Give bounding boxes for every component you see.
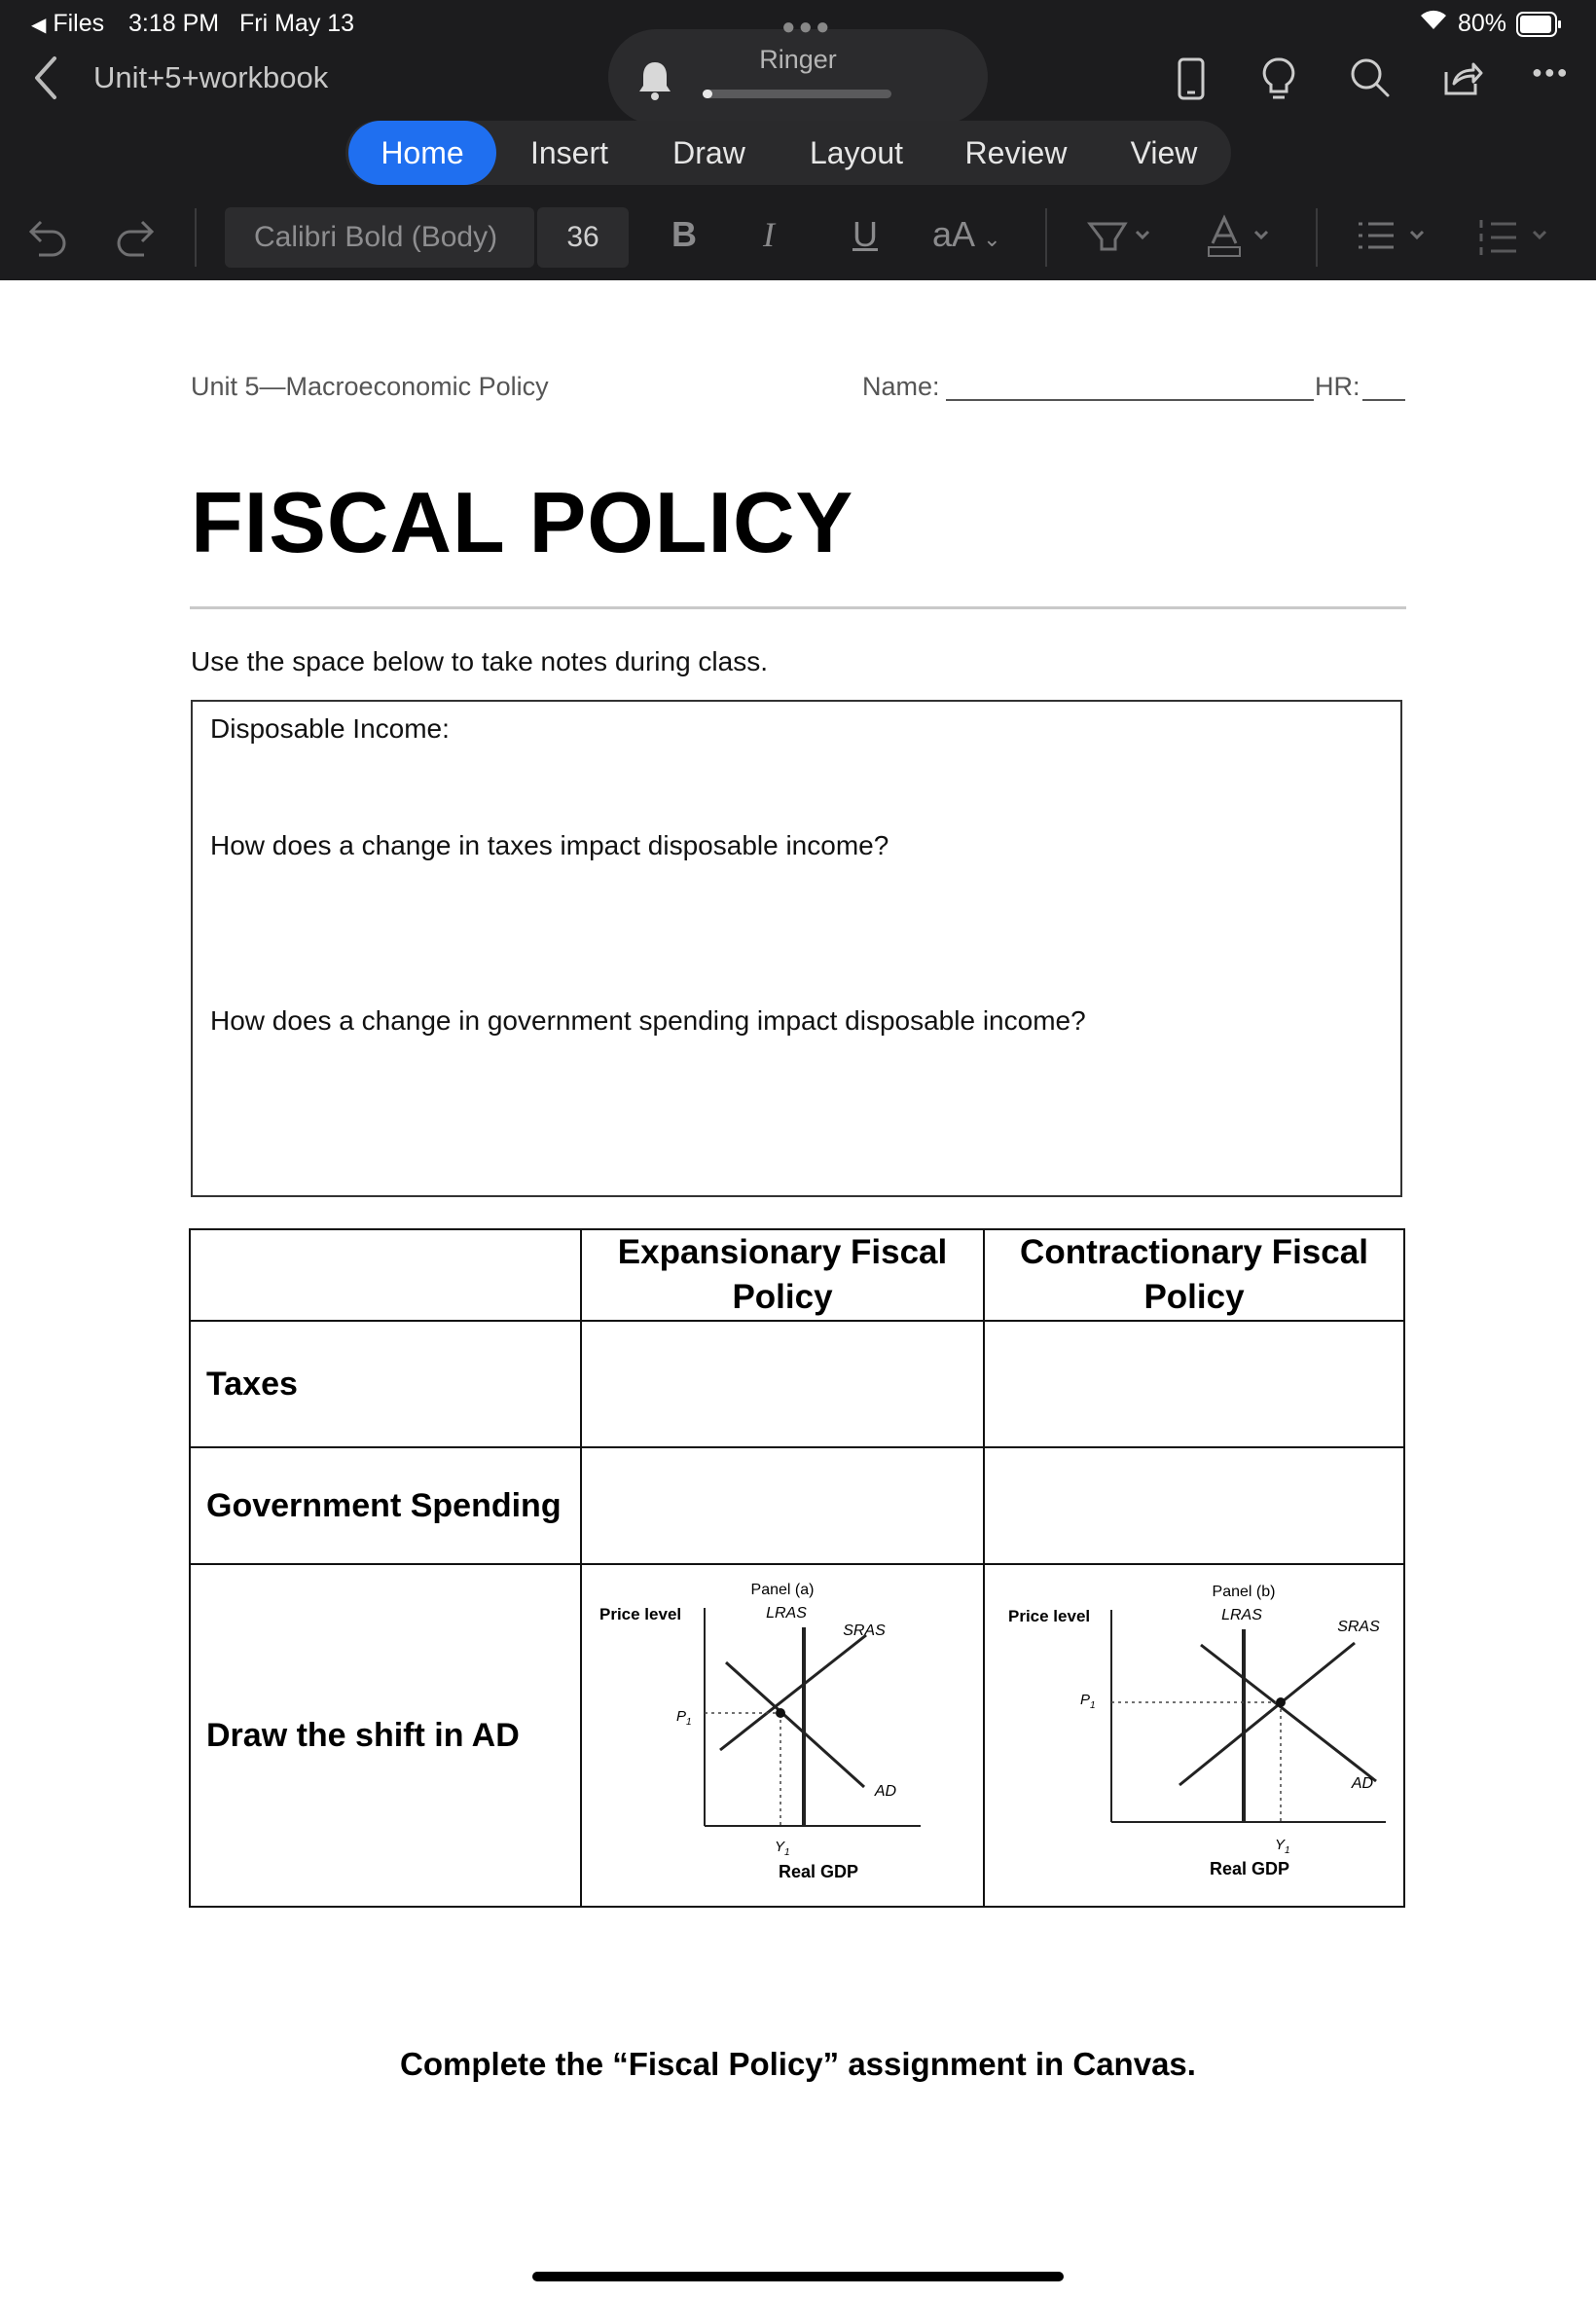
- ringer-indicator: [608, 14, 988, 125]
- graph-b-p1-base: P: [1080, 1692, 1091, 1708]
- graph-b-ylabel: Price level: [1008, 1607, 1091, 1625]
- graph-b-ad-label: AD: [1351, 1775, 1374, 1792]
- row-label-taxes: Taxes: [190, 1321, 581, 1447]
- col-header-expansionary: [581, 1229, 984, 1321]
- toolbar-divider: [1316, 208, 1318, 267]
- notes-box[interactable]: [191, 700, 1402, 1197]
- graph-b-y1-base: Y: [1275, 1837, 1286, 1853]
- graph-b-p1-subscript: 1: [1090, 1700, 1096, 1711]
- graph-a-ad-label: AD: [874, 1783, 897, 1800]
- chevron-down-icon: ⌄: [983, 227, 1001, 251]
- font-color-icon[interactable]: [1205, 214, 1273, 266]
- graph-a-xlabel: Real GDP: [779, 1862, 859, 1881]
- back-app-label: Files: [53, 10, 105, 37]
- notes-disposable-income: Disposable Income:: [210, 713, 450, 744]
- home-indicator[interactable]: [532, 2272, 1064, 2281]
- col-header-contractionary: [984, 1229, 1404, 1321]
- hr-blank-line[interactable]: [1362, 399, 1405, 401]
- title-divider: [190, 606, 1406, 609]
- graph-panel-a: [582, 1565, 981, 1906]
- graph-a-ad-line: [726, 1662, 864, 1787]
- tab-home[interactable]: Home: [348, 121, 496, 185]
- header-unit-title: Unit 5—Macroeconomic Policy: [191, 372, 549, 401]
- row-label-government-spending: Government Spending: [190, 1447, 581, 1564]
- cell-taxes-expansionary[interactable]: [581, 1321, 984, 1447]
- row-label-draw-shift: Draw the shift in AD: [190, 1564, 581, 1907]
- font-size-picker[interactable]: 36: [537, 207, 629, 268]
- font-name-picker[interactable]: Calibri Bold (Body): [225, 207, 534, 268]
- graph-a-lras-label: LRAS: [766, 1605, 807, 1622]
- name-blank-line[interactable]: [946, 399, 1314, 401]
- italic-button[interactable]: I: [763, 215, 775, 254]
- tab-layout[interactable]: Layout: [809, 135, 904, 170]
- graph-a-sras-line: [720, 1635, 866, 1750]
- graph-a-equilibrium-point: [776, 1708, 785, 1718]
- graph-a-panel-label: Panel (a): [750, 1582, 815, 1598]
- graph-b-p1-label: [1080, 1692, 1096, 1711]
- ringer-label: Ringer: [759, 45, 837, 74]
- search-icon[interactable]: [1349, 56, 1392, 104]
- col-header-contractionary-line1: Contractionary Fiscal: [1020, 1233, 1368, 1271]
- battery-percent: 80%: [1458, 10, 1507, 37]
- cell-graph-contractionary[interactable]: [984, 1564, 1404, 1907]
- back-chevron-icon[interactable]: [31, 55, 58, 106]
- underline-button[interactable]: U: [852, 214, 878, 254]
- col-header-expansionary-line1: Expansionary Fiscal: [617, 1233, 948, 1271]
- font-size-change-button[interactable]: [932, 214, 1001, 255]
- cell-spending-expansionary[interactable]: [581, 1447, 984, 1564]
- ringer-volume-fill: [703, 90, 712, 98]
- toolbar-divider: [1045, 208, 1047, 267]
- graph-a-p1-subscript: 1: [686, 1717, 692, 1728]
- status-date: Fri May 13: [239, 10, 355, 37]
- undo-icon[interactable]: [27, 212, 68, 264]
- col-header-contractionary-line2: Policy: [1143, 1278, 1245, 1316]
- graph-b-sras-label: SRAS: [1337, 1619, 1380, 1635]
- wifi-icon: [1419, 6, 1448, 41]
- graph-b-lras-label: LRAS: [1221, 1607, 1262, 1623]
- numbered-list-icon[interactable]: [1477, 216, 1555, 264]
- toolbar-divider: [195, 208, 197, 267]
- document-name[interactable]: Unit+5+workbook: [93, 60, 329, 94]
- bold-button[interactable]: B: [671, 214, 697, 254]
- name-label: Name:: [862, 372, 940, 401]
- graph-a-y1-subscript: 1: [784, 1847, 790, 1858]
- more-options-icon[interactable]: ●●●: [1532, 62, 1570, 82]
- tab-draw[interactable]: Draw: [672, 135, 745, 170]
- status-time: 3:18 PM: [128, 10, 220, 37]
- cell-taxes-contractionary[interactable]: [984, 1321, 1404, 1447]
- battery-icon: [1516, 12, 1563, 47]
- tab-view[interactable]: View: [1130, 135, 1198, 170]
- graph-b-sras-line: [1179, 1643, 1355, 1785]
- graph-a-y1-base: Y: [775, 1839, 785, 1855]
- bullet-list-icon[interactable]: [1355, 216, 1433, 264]
- col-header-expansionary-line2: Policy: [732, 1278, 833, 1316]
- graph-b-panel-label: Panel (b): [1212, 1584, 1276, 1600]
- tab-insert[interactable]: Insert: [529, 135, 609, 170]
- graph-a-y1-label: [775, 1839, 790, 1858]
- table-corner-cell: [190, 1229, 581, 1321]
- more-dots-icon: ●●●: [781, 14, 833, 40]
- graph-panel-b: [985, 1565, 1401, 1906]
- app-chrome: [0, 0, 1596, 280]
- cell-spending-contractionary[interactable]: [984, 1447, 1404, 1564]
- notes-spending-question: How does a change in government spending impact disposable income?: [210, 1005, 1086, 1036]
- redo-icon[interactable]: [115, 212, 156, 264]
- lightbulb-icon[interactable]: [1261, 56, 1296, 106]
- tab-review[interactable]: Review: [964, 135, 1068, 170]
- graph-a-p1-label: [676, 1708, 692, 1728]
- graph-a-sras-label: SRAS: [843, 1622, 886, 1639]
- phone-view-icon[interactable]: [1176, 56, 1207, 106]
- graph-b-y1-subscript: 1: [1285, 1845, 1290, 1856]
- back-triangle-icon: ◀: [31, 15, 47, 36]
- share-icon[interactable]: [1440, 56, 1483, 104]
- highlight-color-icon[interactable]: [1086, 214, 1154, 266]
- font-size-change-label: aA: [932, 214, 974, 254]
- graph-a-ylabel: Price level: [599, 1605, 682, 1623]
- back-to-files-link[interactable]: [31, 6, 104, 41]
- graph-a-p1-base: P: [676, 1708, 687, 1725]
- page-title: FISCAL POLICY: [191, 474, 854, 570]
- graph-b-ad-line: [1201, 1645, 1376, 1781]
- hr-label: HR:: [1315, 372, 1360, 401]
- fiscal-policy-table: [189, 1228, 1405, 1908]
- notes-taxes-question: How does a change in taxes impact disposable income?: [210, 830, 889, 860]
- graph-b-y1-label: [1275, 1837, 1290, 1856]
- cell-graph-expansionary[interactable]: [581, 1564, 984, 1907]
- instructions: Use the space below to take notes during class.: [191, 646, 769, 676]
- graph-b-xlabel: Real GDP: [1209, 1859, 1290, 1878]
- graph-b-equilibrium-point: [1276, 1697, 1286, 1707]
- footer-instruction: Complete the “Fiscal Policy” assignment in Canvas.: [400, 2046, 1196, 2082]
- ringer-volume-track: [703, 90, 891, 98]
